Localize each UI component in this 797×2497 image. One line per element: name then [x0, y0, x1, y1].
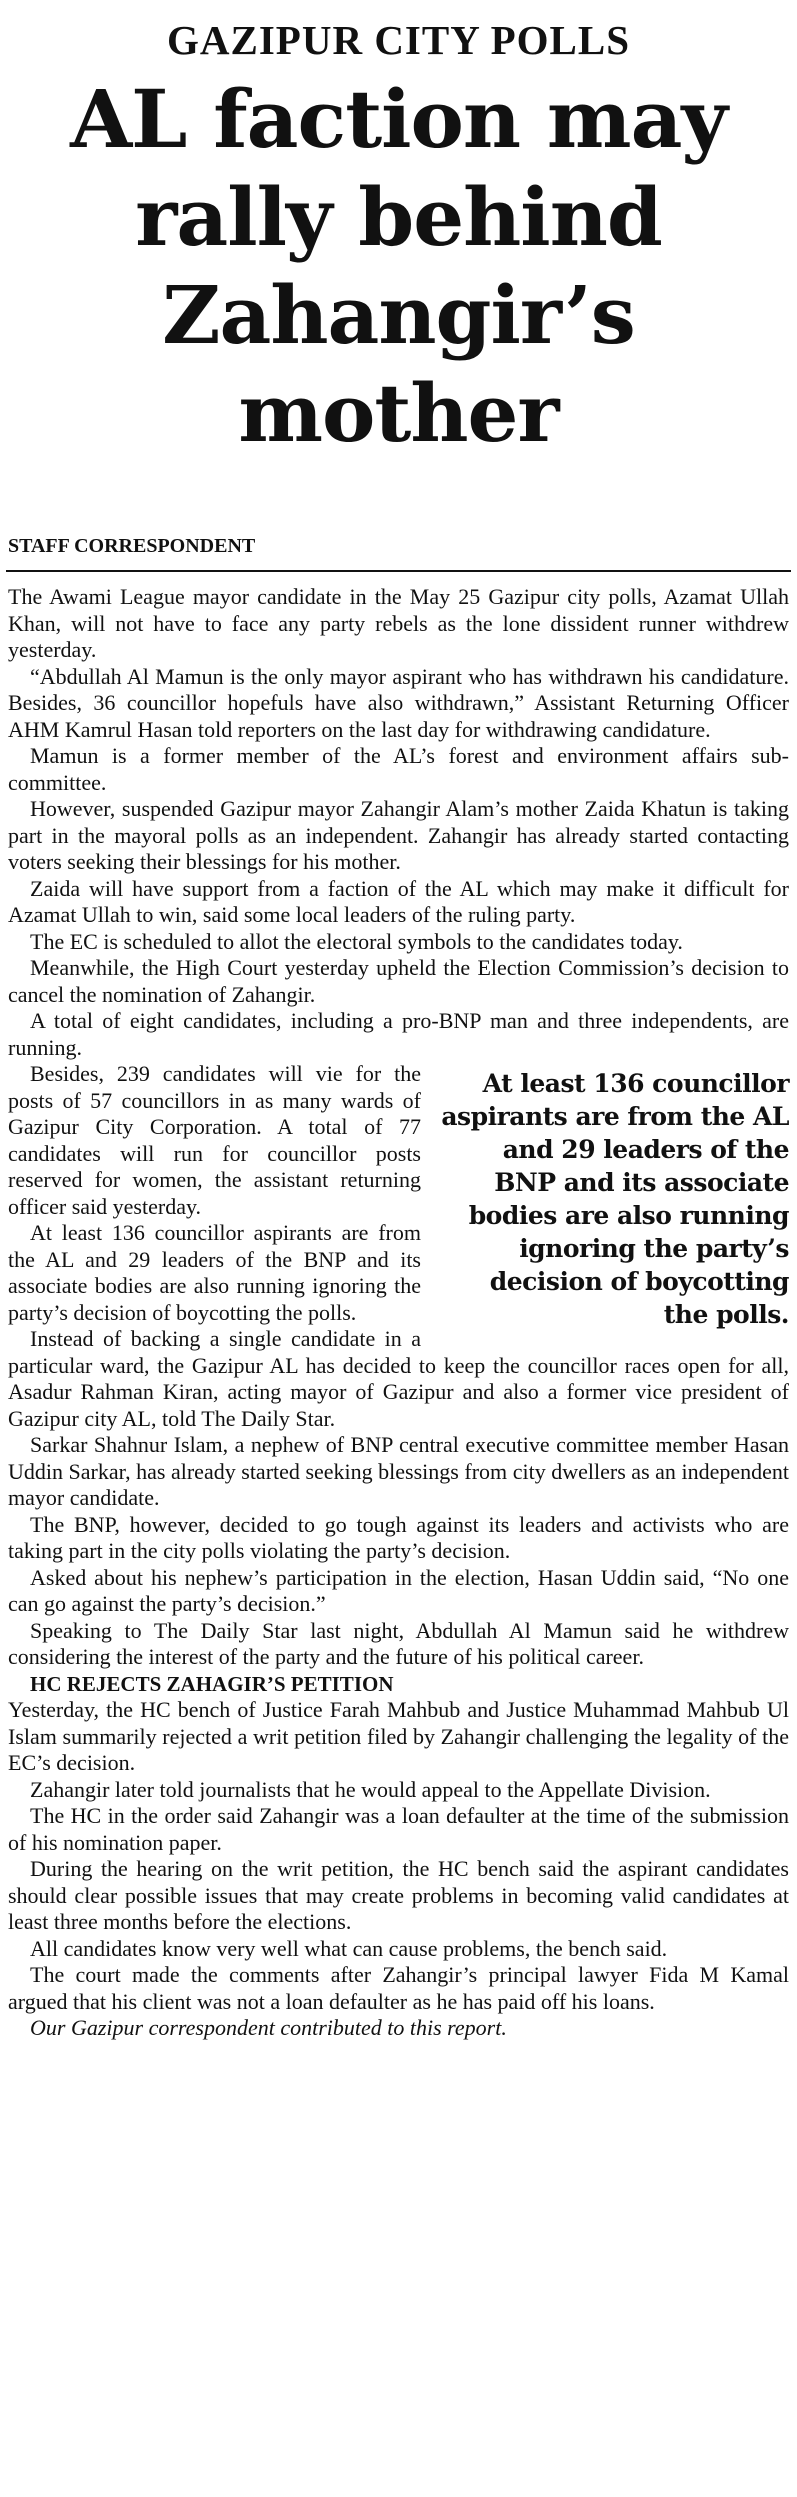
paragraph: A total of eight candidates, including a pro-BNP man and three independents, are running. — [8, 1008, 789, 1060]
paragraph: Zaida will have support from a faction of the AL which may make it difficult for Azamat Ullah to win, said some local leaders of the ruling party. — [8, 875, 789, 927]
kicker: GAZIPUR CITY POLLS — [167, 17, 630, 63]
article-body — [8, 584, 789, 2042]
paragraph: Speaking to The Daily Star last night, Abdullah Al Mamun said he withdrew considering the interest of the party and the future of his political career. — [8, 1617, 789, 1669]
paragraph: The Awami League mayor candidate in the May 25 Gazipur city polls, Azamat Ullah Khan, will not have to face any party rebels as the lone dissident runner withdrew yesterday. — [8, 584, 789, 662]
paragraph: Besides, 239 candidates will vie for the posts of 57 councillors in as many wards of Gazipur City Corporation. A total of 77 candidates will run for councillor posts reserved for women, the assistant returning officer said yesterday. — [8, 1061, 421, 1219]
paragraph: The court made the comments after Zahangir’s principal lawyer Fida M Kamal argued that his client was not a loan defaulter as he has paid off his loans. — [8, 1962, 789, 2014]
headline-line-1: AL faction may — [70, 72, 727, 166]
paragraph: Asked about his nephew’s participation in the election, Hasan Uddin said, “No one can go against the party’s decision.” — [8, 1564, 789, 1616]
credit-line: Our Gazipur correspondent contributed to this report. — [30, 2015, 507, 2040]
paragraph: The BNP, however, decided to go tough against its leaders and activists who are taking part in the city polls violating the party’s decision. — [8, 1511, 789, 1563]
subhead: HC REJECTS ZAHAGIR’S PETITION — [30, 1671, 394, 1696]
paragraph: However, suspended Gazipur mayor Zahangir Alam’s mother Zaida Khatun is taking part in the mayoral polls as an independent. Zahangir has already started contacting voters seeking their blessings for his mother. — [8, 796, 789, 874]
paragraph: The HC in the order said Zahangir was a loan defaulter at the time of the submission of his nomination paper. — [8, 1803, 789, 1855]
paragraph: Yesterday, the HC bench of Justice Farah Mahbub and Justice Muhammad Mahbub Ul Islam summarily rejected a writ petition filed by Zahangir challenging the legality of the EC’s decision. — [8, 1697, 789, 1775]
byline-rule — [6, 570, 791, 572]
pull-quote: At least 136 councillor aspirants are from the AL and 29 leaders of the BNP and its associate bodies are also running ignoring the party’s decision of boycotting the polls. — [441, 1069, 789, 1329]
paragraph: The EC is scheduled to allot the electoral symbols to the candidates today. — [30, 928, 683, 954]
headline-line-2: rally behind — [135, 170, 662, 264]
paragraph: Sarkar Shahnur Islam, a nephew of BNP central executive committee member Hasan Uddin Sarkar, has already started seeking blessings from city dwellers as an independent mayor candidate. — [8, 1432, 789, 1510]
paragraph: Meanwhile, the High Court yesterday upheld the Election Commission’s decision to cancel the nomination of Zahangir. — [8, 955, 789, 1007]
headline-line-4: mother — [238, 366, 559, 460]
paragraph: Instead of backing a single candidate in a particular ward, the Gazipur AL has decided to keep the councillor races open for all, Asadur Rahman Kiran, acting mayor of Gazipur and also a former vice president of Gazipur city AL, told The Daily Star. — [8, 1326, 789, 1431]
paragraph: “Abdullah Al Mamun is the only mayor aspirant who has withdrawn his candidature. Besides, 36 councillor hopefuls have also withdrawn,” Assistant Returning Officer AHM Kamrul Hasan told reporters on the last day for withdrawing candidature. — [8, 663, 789, 742]
paragraph: Zahangir later told journalists that he would appeal to the Appellate Division. — [30, 1776, 711, 1802]
paragraph: At least 136 councillor aspirants are from the AL and 29 leaders of the BNP and its associate bodies are also running ignoring the party’s decision of boycotting the polls. — [8, 1220, 421, 1325]
paragraph: All candidates know very well what can cause problems, the bench said. — [30, 1935, 668, 1961]
headline — [0, 70, 797, 462]
headline-line-3: Zahangir’s — [162, 268, 635, 362]
paragraph: Mamun is a former member of the AL’s forest and environment affairs sub-committee. — [8, 743, 789, 795]
paragraph: During the hearing on the writ petition, the HC bench said the aspirant candidates should clear possible issues that may create problems in becoming valid candidates at least three months before the elections. — [8, 1856, 789, 1934]
byline: STAFF CORRESPONDENT — [8, 535, 256, 557]
